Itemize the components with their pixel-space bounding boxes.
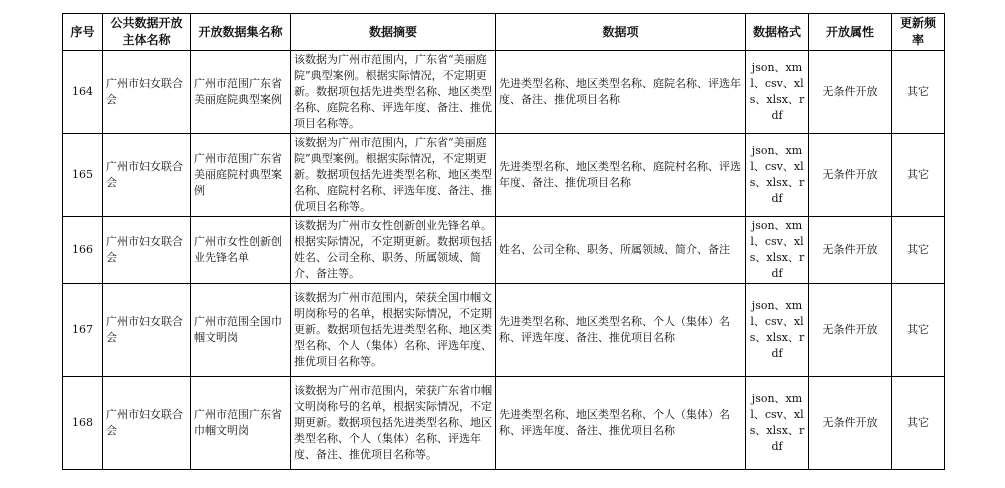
cell-summary: 该数据为广州市范围内，广东省“美丽庭院”典型案例。根据实际情况，不定期更新。数据项包括先进类型名称、地区类型名称、庭院名称、评选年度、备注、推优项目名称等。 <box>291 51 496 134</box>
cell-owner: 广州市妇女联合会 <box>103 217 191 284</box>
cell-format: json、xml、csv、xls、xlsx、rdf <box>746 217 809 284</box>
cell-items: 先进类型名称、地区类型名称、个人（集体）名称、评选年度、备注、推优项目名称 <box>496 377 746 470</box>
cell-summary: 该数据为广州市范围内，广东省“美丽庭院”典型案例。根据实际情况，不定期更新。数据项包括先进类型名称、地区类型名称、庭院村名称、评选年度、备注、推优项目名称等。 <box>291 134 496 217</box>
cell-format: json、xml、csv、xls、xlsx、rdf <box>746 51 809 134</box>
cell-access: 无条件开放 <box>809 284 892 377</box>
table-row <box>63 217 945 284</box>
cell-summary: 该数据为广州市范围内，荣获广东省巾帼文明岗称号的名单，根据实际情况，不定期更新。数据项包括先进类型名称、地区类型名称、个人（集体）名称、评选年度、备注、推优项目名称等。 <box>291 377 496 470</box>
cell-frequency: 其它 <box>892 217 945 284</box>
cell-items: 先进类型名称、地区类型名称、个人（集体）名称、评选年度、备注、推优项目名称 <box>496 284 746 377</box>
cell-serial: 167 <box>63 284 103 377</box>
cell-summary: 该数据为广州市女性创新创业先锋名单。根据实际情况，不定期更新。数据项包括姓名、公司全称、职务、所属领域、简介、备注等。 <box>291 217 496 284</box>
header-serial: 序号 <box>63 14 103 51</box>
cell-items: 先进类型名称、地区类型名称、庭院名称、评选年度、备注、推优项目名称 <box>496 51 746 134</box>
cell-access: 无条件开放 <box>809 377 892 470</box>
cell-frequency: 其它 <box>892 377 945 470</box>
cell-dataset: 广州市范围广东省美丽庭院村典型案例 <box>191 134 291 217</box>
cell-owner: 广州市妇女联合会 <box>103 134 191 217</box>
cell-dataset: 广州市范围广东省巾帼文明岗 <box>191 377 291 470</box>
table-row <box>63 377 945 470</box>
cell-format: json、xml、csv、xls、xlsx、rdf <box>746 377 809 470</box>
cell-access: 无条件开放 <box>809 51 892 134</box>
table-row <box>63 134 945 217</box>
cell-access: 无条件开放 <box>809 134 892 217</box>
cell-dataset: 广州市女性创新创业先锋名单 <box>191 217 291 284</box>
header-format: 数据格式 <box>746 14 809 51</box>
header-access: 开放属性 <box>809 14 892 51</box>
cell-items: 先进类型名称、地区类型名称、庭院村名称、评选年度、备注、推优项目名称 <box>496 134 746 217</box>
cell-summary: 该数据为广州市范围内，荣获全国巾帼文明岗称号的名单，根据实际情况，不定期更新。数据项包括先进类型名称、地区类型名称、个人（集体）名称、评选年度、推优项目名称等。 <box>291 284 496 377</box>
table-row <box>63 284 945 377</box>
header-frequency: 更新频率 <box>892 14 945 51</box>
cell-owner: 广州市妇女联合会 <box>103 377 191 470</box>
header-dataset: 开放数据集名称 <box>191 14 291 51</box>
table-row <box>63 51 945 134</box>
cell-items: 姓名、公司全称、职务、所属领域、简介、备注 <box>496 217 746 284</box>
cell-frequency: 其它 <box>892 51 945 134</box>
header-row <box>63 14 945 51</box>
cell-serial: 164 <box>63 51 103 134</box>
cell-format: json、xml、csv、xls、xlsx、rdf <box>746 134 809 217</box>
cell-access: 无条件开放 <box>809 217 892 284</box>
cell-owner: 广州市妇女联合会 <box>103 51 191 134</box>
cell-dataset: 广州市范围广东省美丽庭院典型案例 <box>191 51 291 134</box>
open-data-table <box>62 13 945 470</box>
header-summary: 数据摘要 <box>291 14 496 51</box>
cell-format: json、xml、csv、xls、xlsx、rdf <box>746 284 809 377</box>
cell-dataset: 广州市范围全国巾帼文明岗 <box>191 284 291 377</box>
cell-serial: 168 <box>63 377 103 470</box>
cell-serial: 166 <box>63 217 103 284</box>
cell-owner: 广州市妇女联合会 <box>103 284 191 377</box>
cell-frequency: 其它 <box>892 284 945 377</box>
header-owner: 公共数据开放主体名称 <box>103 14 191 51</box>
header-items: 数据项 <box>496 14 746 51</box>
cell-serial: 165 <box>63 134 103 217</box>
cell-frequency: 其它 <box>892 134 945 217</box>
